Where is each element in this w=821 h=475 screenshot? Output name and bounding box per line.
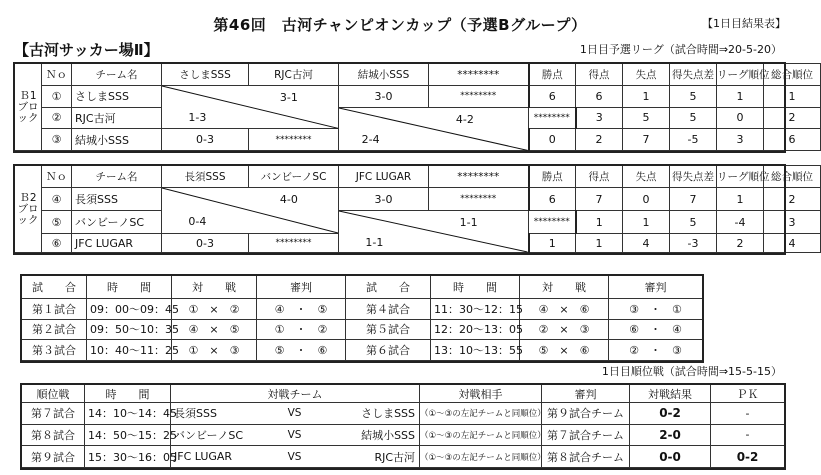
- goals-against: 5: [670, 107, 717, 129]
- team-no: ③: [42, 129, 72, 151]
- goal-diff: -3: [670, 234, 717, 253]
- col-opponent: 結城小SSS: [339, 64, 429, 86]
- match-label: 第４試合: [346, 299, 431, 320]
- col-time: 時 間: [87, 276, 172, 299]
- referee: 第７試合チーム: [542, 424, 630, 446]
- result-badge: 【1日目結果表】: [702, 17, 786, 30]
- match-result: 4-0: [279, 193, 298, 207]
- league-rank: 3: [764, 211, 821, 234]
- col-gf: 得点: [576, 64, 623, 86]
- col-opponent: 長須SSS: [162, 166, 249, 188]
- col-gf: 得点: [576, 166, 623, 188]
- col-wins: 勝点: [529, 64, 576, 86]
- team-name: RJC古河: [72, 107, 162, 129]
- schedule-frame: [20, 274, 704, 363]
- col-opponent: JFC LUGAR: [339, 166, 429, 188]
- opponent-note: （①～③の左記チームと同順位）: [420, 446, 542, 468]
- col-opponent: さしまSSS: [162, 64, 249, 86]
- team-name: 結城小SSS: [72, 129, 162, 151]
- overall-rank: 1: [764, 86, 821, 108]
- vs-label: VS: [251, 424, 339, 446]
- league-rank: 2: [717, 234, 764, 253]
- match-referee: ① ・ ②: [257, 319, 346, 340]
- team-no: ⑥: [42, 234, 72, 253]
- col-opponent: 対戦相手: [420, 385, 542, 403]
- goal-diff: 0: [717, 107, 764, 129]
- col-gd: 得失点差: [670, 166, 717, 188]
- wins: 6: [529, 86, 576, 108]
- col-opponent: RJC古河: [249, 64, 339, 86]
- col-pk: ＰＫ: [711, 385, 785, 403]
- team-name: JFC LUGAR: [72, 234, 162, 253]
- match-referee: ② ・ ③: [609, 340, 703, 361]
- team-no: ⑤: [42, 211, 72, 234]
- team-right: さしまSSS: [339, 403, 420, 425]
- block-b1-frame: [13, 62, 786, 153]
- match-label: 第６試合: [346, 340, 431, 361]
- match-result: 3-0: [339, 188, 429, 211]
- match-label: 第２試合: [22, 319, 87, 340]
- match-time: 09：00～09：45: [87, 299, 172, 320]
- team-no: ①: [42, 86, 72, 108]
- opponent-note: （①～③の左記チームと同順位）: [420, 424, 542, 446]
- goal-diff: -4: [717, 211, 764, 234]
- col-ga: 失点: [623, 64, 670, 86]
- wins: 6: [529, 188, 576, 211]
- referee: 第８試合チーム: [542, 446, 630, 468]
- col-teams: 対戦チーム: [171, 385, 420, 403]
- opponent-note: （①～③の左記チームと同順位）: [420, 403, 542, 425]
- match-label: 第５試合: [346, 319, 431, 340]
- match-referee: ④ ・ ⑤: [257, 299, 346, 320]
- goal-diff: 7: [670, 188, 717, 211]
- vs-label: VS: [251, 403, 339, 425]
- team-name: バンビーノSC: [72, 211, 162, 234]
- goals-for: 7: [576, 188, 623, 211]
- col-wins: 勝点: [529, 166, 576, 188]
- match-result: 3-0: [339, 86, 429, 108]
- match-label: 第８試合: [22, 424, 85, 446]
- match-referee: ③ ・ ①: [609, 299, 703, 320]
- page-title: 第46回 古河チャンピオンカップ（予選Bグループ）: [213, 16, 587, 34]
- match-label: 第９試合: [22, 446, 85, 468]
- team-no: ②: [42, 107, 72, 129]
- match-referee: ⑤ ・ ⑥: [257, 340, 346, 361]
- league-rank: 1: [717, 86, 764, 108]
- col-time: 時 間: [431, 276, 520, 299]
- goals-for: 6: [576, 86, 623, 108]
- team-left: バンビーノSC: [171, 424, 251, 446]
- stars: ********: [249, 129, 339, 151]
- match-result: 1-1: [459, 215, 478, 229]
- match-versus: ④ × ⑥: [520, 299, 609, 320]
- goals-for: 2: [576, 129, 623, 151]
- col-overall: 総合順位: [764, 166, 821, 188]
- venue-label: 【古河サッカー場Ⅱ】: [14, 41, 159, 59]
- col-stars: ********: [429, 166, 529, 188]
- goal-diff: 5: [670, 86, 717, 108]
- match-versus: ④ × ⑤: [172, 319, 257, 340]
- match-result: 0-3: [162, 234, 249, 253]
- col-ga: 失点: [623, 166, 670, 188]
- goals-against: 5: [670, 211, 717, 234]
- col-match: 試 合: [346, 276, 431, 299]
- match-result: 2-0: [630, 424, 711, 446]
- match-result: 3-1: [279, 91, 298, 105]
- pk-result: 0-2: [711, 446, 785, 468]
- match-time: 12：20～13：05: [431, 319, 520, 340]
- team-left: 長須SSS: [171, 403, 251, 425]
- col-no: Ｎｏ: [42, 166, 72, 188]
- team-no: ④: [42, 188, 72, 211]
- team-name: 長須SSS: [72, 188, 162, 211]
- col-versus: 対 戦: [172, 276, 257, 299]
- ranking-frame: [20, 383, 786, 470]
- match-result: 0-4: [188, 215, 207, 229]
- team-right: RJC古河: [339, 446, 420, 468]
- match-result: 1-3: [188, 111, 207, 125]
- col-referee: 審判: [542, 385, 630, 403]
- col-lrank: リーグ順位: [717, 64, 764, 86]
- pk-result: -: [711, 403, 785, 425]
- block-label: Ｂ1ブロック: [15, 64, 42, 151]
- col-time: 時 間: [85, 385, 171, 403]
- stars: ********: [529, 211, 576, 234]
- block-label: Ｂ2ブロック: [15, 166, 42, 253]
- match-result: 2-4: [361, 133, 380, 147]
- stars: ********: [529, 107, 576, 129]
- league-rank: 2: [764, 107, 821, 129]
- pk-result: -: [711, 424, 785, 446]
- rank-note: 1日目順位戦（試合時間⇒15-5-15）: [601, 365, 782, 378]
- stars: ********: [249, 234, 339, 253]
- overall-rank: 2: [764, 188, 821, 211]
- match-result: 0-3: [162, 129, 249, 151]
- overall-rank: 4: [764, 234, 821, 253]
- col-gd: 得失点差: [670, 64, 717, 86]
- match-time: 15：30～16：05: [85, 446, 171, 468]
- match-time: 11：30～12：15: [431, 299, 520, 320]
- goals-for: 5: [623, 107, 670, 129]
- match-versus: ② × ③: [520, 319, 609, 340]
- wins: 1: [576, 211, 623, 234]
- goals-for: 1: [576, 234, 623, 253]
- overall-rank: 6: [764, 129, 821, 151]
- team-right: 結城小SSS: [339, 424, 420, 446]
- goals-against: 1: [623, 86, 670, 108]
- vs-label: VS: [251, 446, 339, 468]
- col-referee: 審判: [257, 276, 346, 299]
- wins: 1: [529, 234, 576, 253]
- goals-against: 4: [623, 234, 670, 253]
- stars: ********: [429, 188, 529, 211]
- goal-diff: -5: [670, 129, 717, 151]
- match-result: 1-1: [365, 235, 384, 249]
- match-result: 0-0: [630, 446, 711, 468]
- team-left: JFC LUGAR: [171, 446, 251, 468]
- match-label: 第７試合: [22, 403, 85, 425]
- goals-against: 0: [623, 188, 670, 211]
- block-b2-frame: [13, 164, 786, 255]
- wins: 0: [529, 129, 576, 151]
- match-label: 第３試合: [22, 340, 87, 361]
- col-team: チーム名: [72, 166, 162, 188]
- col-no: Ｎｏ: [42, 64, 72, 86]
- league-rank: 3: [717, 129, 764, 151]
- match-time: 10：40～11：25: [87, 340, 172, 361]
- league-rank: 1: [717, 188, 764, 211]
- match-versus: ① × ②: [172, 299, 257, 320]
- match-time: 13：10～13：55: [431, 340, 520, 361]
- col-match: 試 合: [22, 276, 87, 299]
- match-result: 4-2: [455, 112, 474, 126]
- wins: 3: [576, 107, 623, 129]
- col-opponent: バンビーノSC: [249, 166, 339, 188]
- match-versus: ① × ③: [172, 340, 257, 361]
- match-time: 14：50～15：25: [85, 424, 171, 446]
- goals-for: 1: [623, 211, 670, 234]
- match-referee: ⑥ ・ ④: [609, 319, 703, 340]
- col-overall: 総合順位: [764, 64, 821, 86]
- league-note: 1日目予選リーグ（試合時間⇒20-5-20）: [579, 43, 782, 56]
- goals-against: 7: [623, 129, 670, 151]
- match-time: 14：10～14：45: [85, 403, 171, 425]
- col-result: 対戦結果: [630, 385, 711, 403]
- match-result: 0-2: [630, 403, 711, 425]
- col-rank-match: 順位戦: [22, 385, 85, 403]
- col-versus: 対 戦: [520, 276, 609, 299]
- col-stars: ********: [429, 64, 529, 86]
- col-referee: 審判: [609, 276, 703, 299]
- stars: ********: [429, 86, 529, 108]
- match-time: 09：50～10：35: [87, 319, 172, 340]
- col-team: チーム名: [72, 64, 162, 86]
- team-name: さしまSSS: [72, 86, 162, 108]
- match-label: 第１試合: [22, 299, 87, 320]
- match-versus: ⑤ × ⑥: [520, 340, 609, 361]
- referee: 第９試合チーム: [542, 403, 630, 425]
- col-lrank: リーグ順位: [717, 166, 764, 188]
